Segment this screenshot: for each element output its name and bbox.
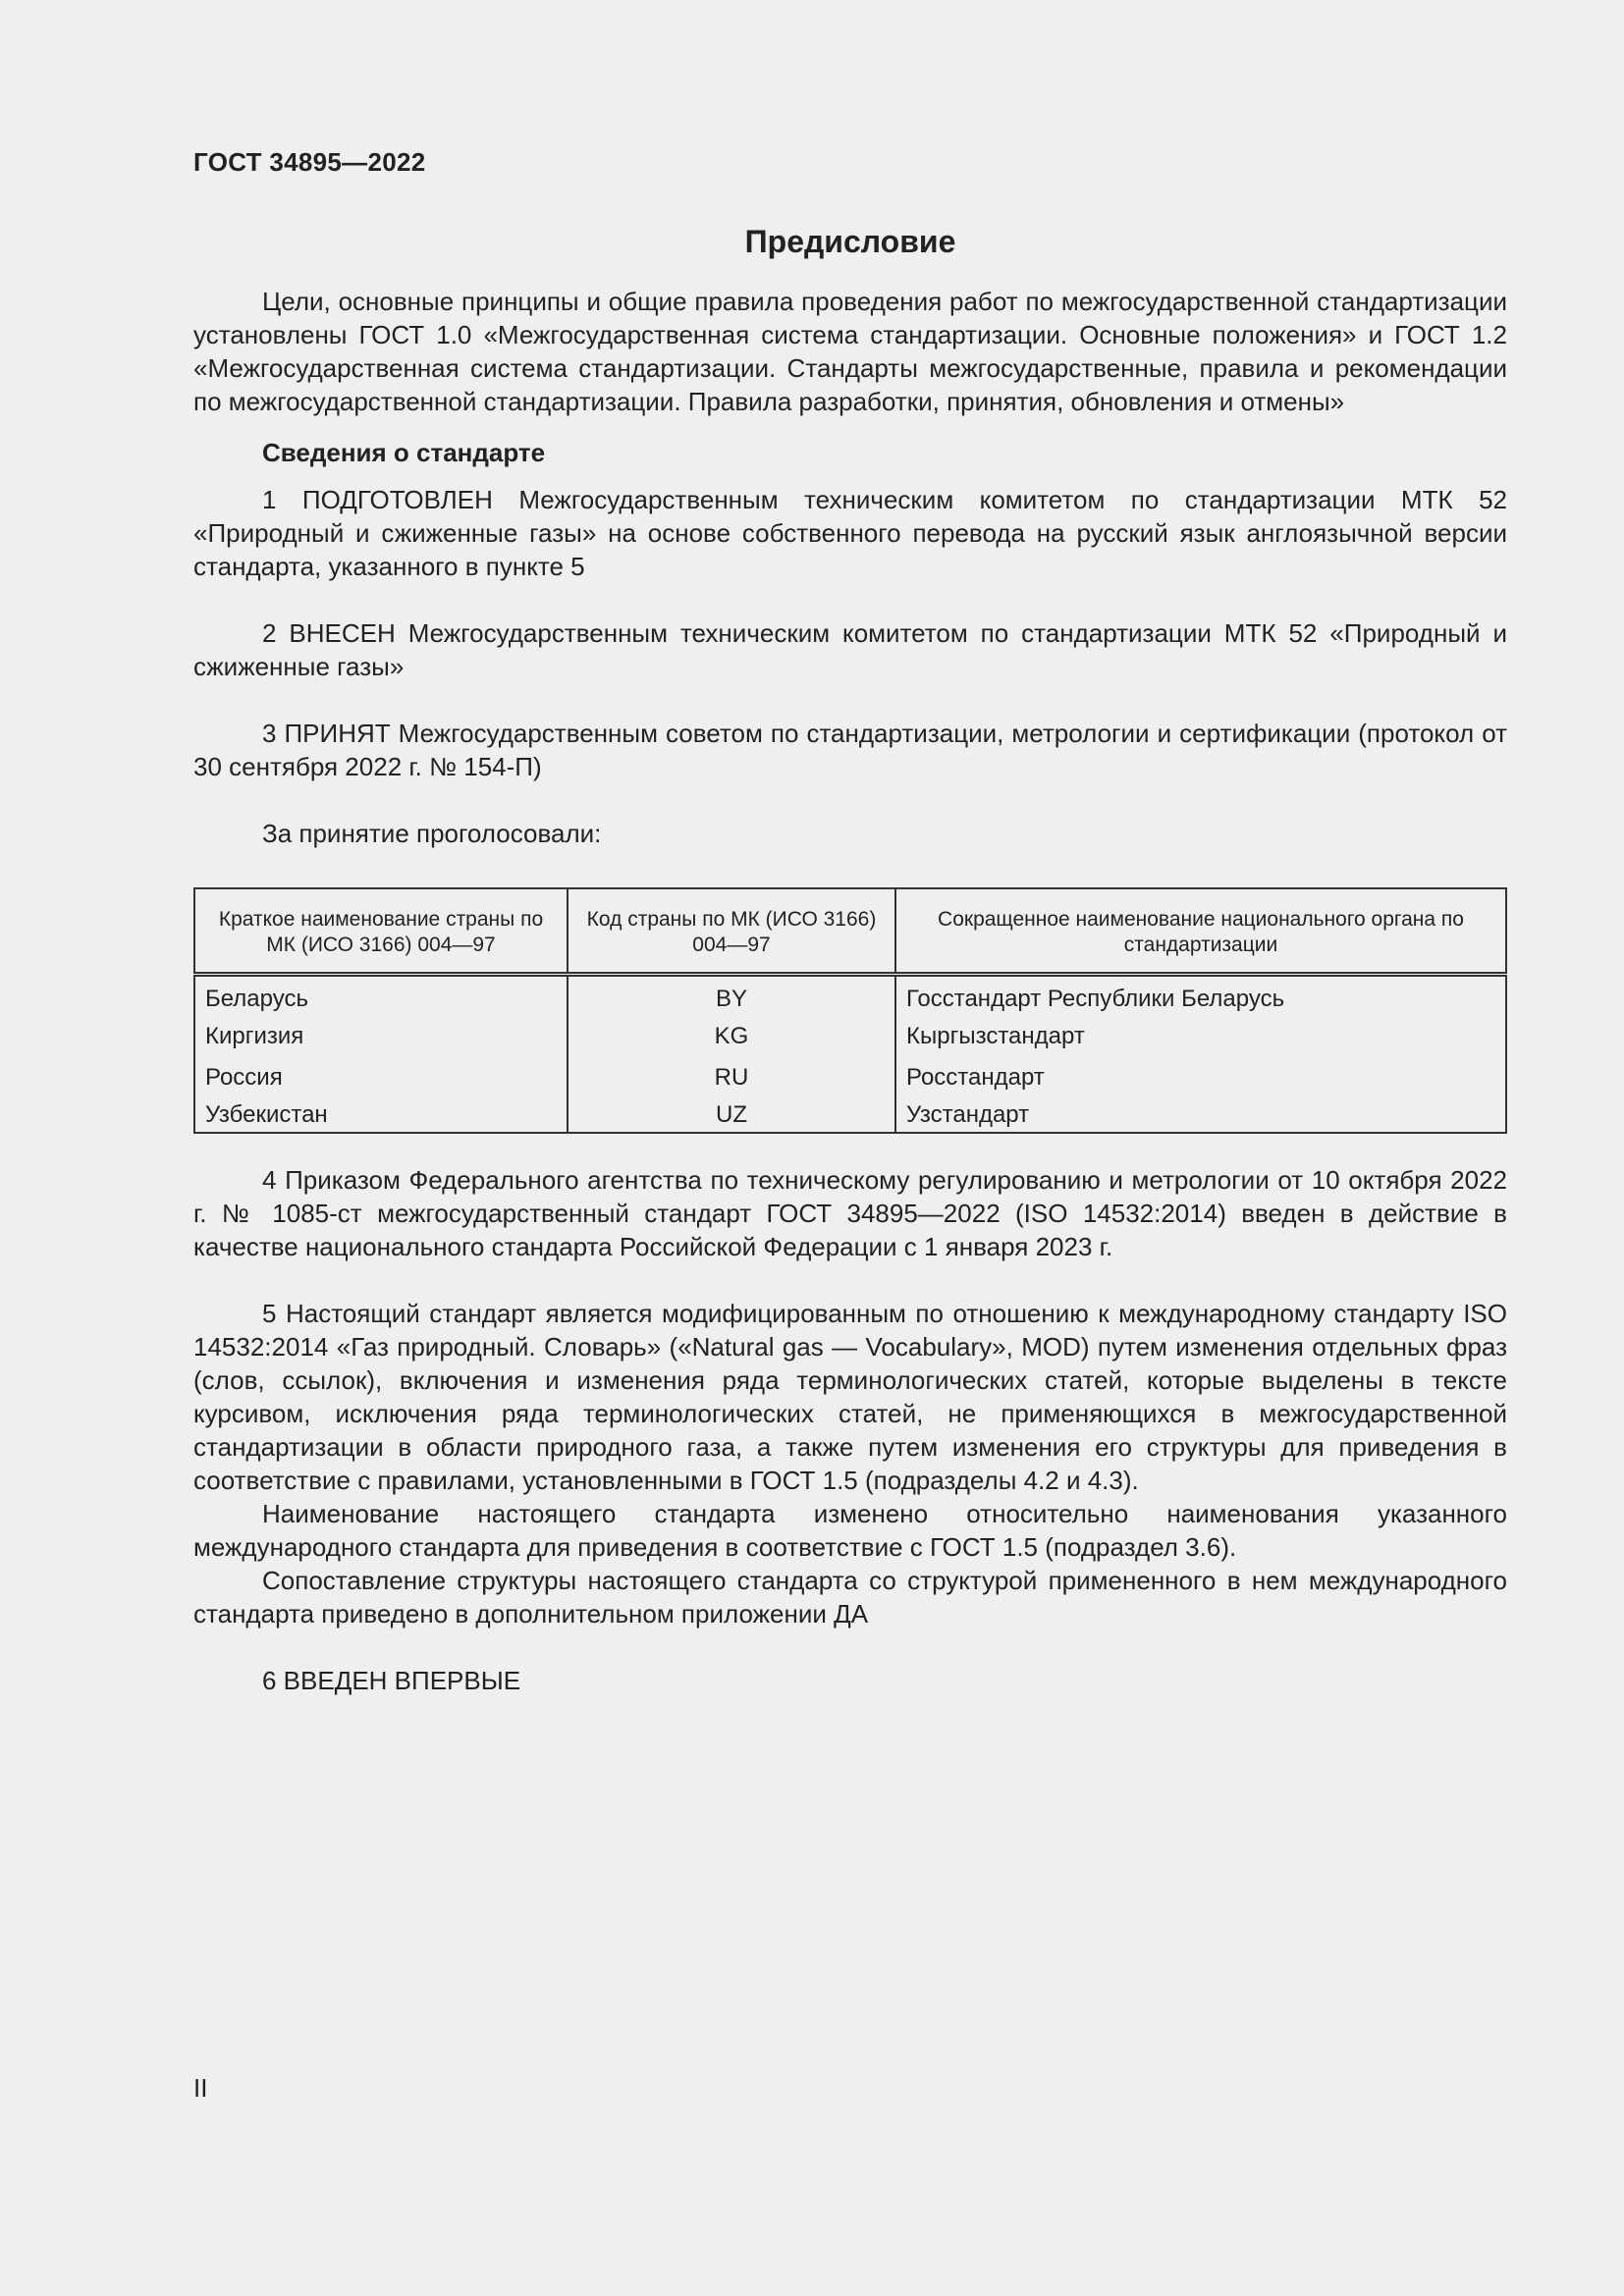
info-heading: Сведения о стандарте (262, 438, 546, 467)
item-2-paragraph: 2 ВНЕСЕН Межгосударственным техническим комитетом по стандартизации МТК 52 «Природный и сжиженные газы» (193, 618, 1507, 681)
country-name: Узбекистан (194, 1096, 568, 1133)
national-body: Госстандарт Республики Беларусь (906, 986, 1285, 1012)
item-1-paragraph: 1 ПОДГОТОВЛЕН Межгосударственным техническим комитетом по стандартизации МТК 52 «Природный и сжиженные газы» на основе собственного перевода на русский язык англоязычной версии стандарта, указанного в пункте 5 (193, 485, 1507, 581)
national-body: Кыргызстандарт (906, 1023, 1085, 1049)
header-national-body: Сокращенное наименование национального органа по стандартизации (895, 888, 1506, 975)
table-row (194, 1096, 1506, 1133)
header-country-name: Краткое наименование страны по МК (ИСО 3166) 004—97 (194, 888, 568, 975)
header-country-code: Код страны по МК (ИСО 3166) 004—97 (568, 888, 895, 975)
table-row (194, 1055, 1506, 1096)
item-3-paragraph: 3 ПРИНЯТ Межгосударственным советом по стандартизации, метрологии и сертификации (протокол от 30 сентября 2022 г. № 154-П) (193, 719, 1507, 781)
intro-paragraph: Цели, основные принципы и общие правила проведения работ по межгосударственной стандартизации установлены ГОСТ 1.0 «Межгосударственная система стандартизации. Основные положения» и ГОСТ 1.2 «Межгосударственная система стандартизации. Стандарты межгосударственные, правила и рекомендации по межгосударственной стандартизации. Правила разработки, принятия, обновления и отмены» (193, 287, 1507, 416)
country-code: KG (568, 1018, 895, 1055)
document-header: ГОСТ 34895—2022 (193, 147, 426, 177)
item-5-structure-paragraph: Сопоставление структуры настоящего стандарта со структурой примененного в нем международного стандарта приведено в дополнительном приложении ДА (193, 1566, 1507, 1629)
foreword-content (193, 285, 1507, 1697)
country-code: BY (568, 975, 895, 1019)
page-number: II (193, 2073, 208, 2103)
table-row (194, 1018, 1506, 1055)
national-body: Узстандарт (906, 1101, 1030, 1128)
table-row (194, 975, 1506, 1019)
table-header-row (194, 888, 1506, 975)
voting-countries-table (193, 887, 1507, 1134)
country-name: Россия (194, 1055, 568, 1096)
item-5-name-paragraph: Наименование настоящего стандарта изменено относительно наименования указанного международного стандарта для приведения в соответствие с ГОСТ 1.5 (подраздел 3.6). (193, 1499, 1507, 1562)
country-code: RU (568, 1055, 895, 1096)
country-name: Киргизия (194, 1018, 568, 1055)
national-body: Росстандарт (906, 1064, 1045, 1091)
item-4-paragraph: 4 Приказом Федерального агентства по техническому регулированию и метрологии от 10 октября 2022 г. № 1085-ст межгосударственный стандарт ГОСТ 34895—2022 (ISO 14532:2014) введен в действие в качестве национального стандарта Российской Федерации с 1 января 2023 г. (193, 1165, 1507, 1261)
country-code: UZ (568, 1096, 895, 1133)
page-title: Предисловие (744, 224, 956, 259)
voted-paragraph: За принятие проголосовали: (262, 819, 602, 848)
item-6-paragraph: 6 ВВЕДЕН ВПЕРВЫЕ (262, 1666, 521, 1695)
item-5-paragraph: 5 Настоящий стандарт является модифицированным по отношению к международному стандарту ISO 14532:2014 «Газ природный. Словарь» («Natural gas — Vocabulary», MOD) путем изменения отдельных фраз (слов, ссылок), включения и изменения ряда терминологических статей, которые выделены в тексте курсивом, исключения ряда терминологических статей, не применяющихся в межгосударственной стандартизации в области природного газа, а также путем изменения его структуры для приведения в соответствие с правилами, установленными в ГОСТ 1.5 (подразделы 4.2 и 4.3). (193, 1299, 1507, 1495)
country-name: Беларусь (194, 975, 568, 1019)
